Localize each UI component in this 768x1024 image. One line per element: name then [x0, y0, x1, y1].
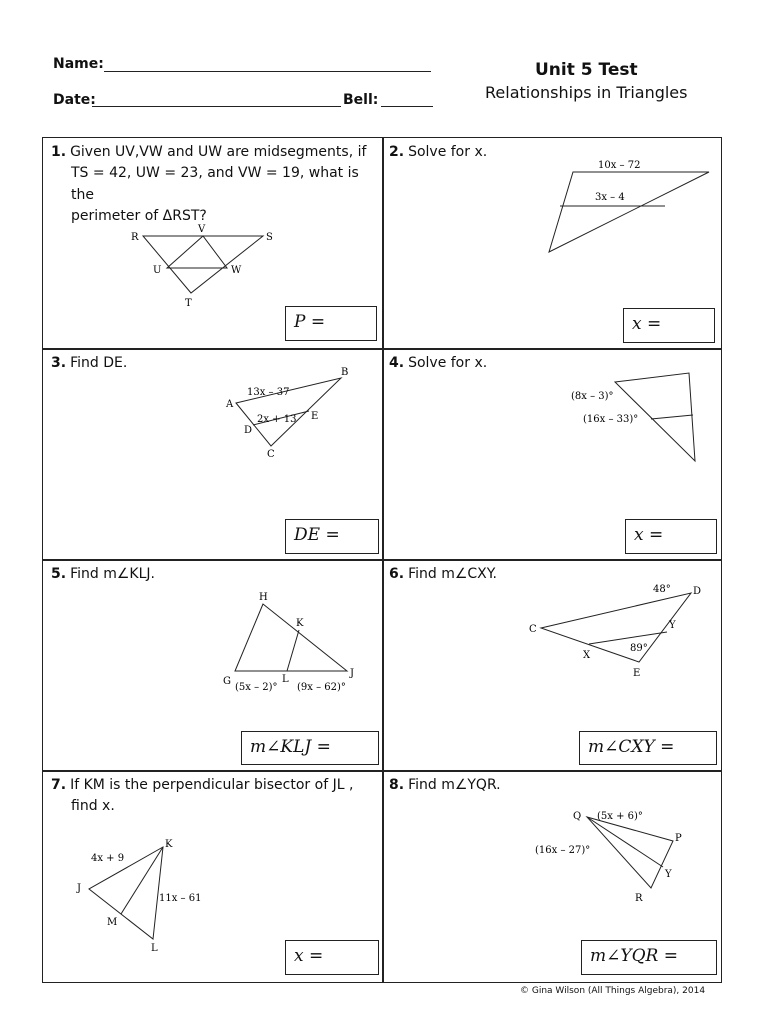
problem-1-line1: 1. Given UV,VW and UW are midsegments, if [51, 144, 367, 160]
f2-top: 10x – 72 [598, 160, 641, 171]
f3-ab: 13x – 37 [247, 387, 290, 398]
date-field[interactable] [92, 106, 341, 107]
answer-box-7[interactable]: x = [285, 940, 379, 975]
f5-H: H [259, 592, 268, 603]
f8-Y: Y [665, 869, 672, 880]
copyright-footer: © Gina Wilson (All Things Algebra), 2014 [520, 986, 706, 996]
f7-J: J [77, 883, 82, 894]
f7-M: M [107, 917, 118, 928]
f6-Y: Y [669, 620, 676, 631]
f5-a1: (5x – 2)° [235, 682, 278, 693]
f3-B: B [341, 367, 349, 378]
problem-5-text: 5. Find m∠KLJ. [51, 566, 155, 582]
problem-1 [43, 138, 383, 349]
problem-grid [42, 137, 722, 983]
answer-box-6[interactable]: m∠CXY = [579, 731, 717, 765]
bell-label: Bell: [343, 92, 379, 108]
f5-G: G [223, 676, 231, 687]
f8-R: R [635, 893, 643, 904]
f5-J: J [350, 668, 355, 679]
f1-S: S [266, 232, 273, 243]
f6-D: D [693, 586, 702, 597]
f3-E: E [311, 411, 319, 422]
problem-1-number: 1. [51, 144, 67, 160]
f8-Q: Q [573, 811, 582, 822]
f5-a2: (9x – 62)° [297, 682, 346, 693]
problem-5 [43, 560, 383, 771]
problem-8 [383, 771, 723, 982]
f4-a1: (8x – 3)° [571, 391, 614, 402]
problem-1-line2: TS = 42, UW = 23, and VW = 19, what is the [71, 165, 359, 203]
answer-box-5[interactable]: m∠KLJ = [241, 731, 379, 765]
f1-T: T [185, 298, 192, 309]
f7-s1: 4x + 9 [91, 853, 125, 864]
problem-4-text: 4. Solve for x. [389, 355, 488, 371]
answer-box-3[interactable]: DE = [285, 519, 379, 554]
f6-C: C [529, 624, 537, 635]
problem-3-text: 3. Find DE. [51, 355, 128, 371]
problem-7-line2: find x. [71, 798, 115, 814]
page-title: Unit 5 Test [535, 60, 638, 80]
answer-box-2[interactable]: x = [623, 308, 715, 343]
problem-1-line3: perimeter of ΔRST? [71, 208, 207, 224]
f6-a1: 48° [653, 584, 671, 595]
page-subtitle: Relationships in Triangles [485, 83, 688, 102]
problem-6 [383, 560, 723, 771]
f2-mid: 3x – 4 [595, 192, 625, 203]
f3-C: C [267, 449, 275, 460]
f3-de: 2x + 13 [257, 414, 297, 425]
problem-2 [383, 138, 723, 349]
problem-2-text: 2. Solve for x. [389, 144, 488, 160]
f1-U: U [153, 265, 162, 276]
f6-E: E [633, 668, 641, 679]
problem-7 [43, 771, 383, 982]
answer-box-8[interactable]: m∠YQR = [581, 940, 717, 975]
date-label: Date: [53, 92, 96, 108]
f1-R: R [131, 232, 139, 243]
f3-A: A [226, 399, 234, 410]
problem-8-text: 8. Find m∠YQR. [389, 777, 501, 793]
f5-L: L [282, 674, 289, 685]
problem-7-line1: 7. If KM is the perpendicular bisector of JL , [51, 777, 354, 793]
f5-K: K [296, 618, 304, 629]
answer-box-1[interactable]: P = [285, 306, 377, 341]
f8-a1: (5x + 6)° [597, 811, 643, 822]
problem-6-text: 6. Find m∠CXY. [389, 566, 497, 582]
f3-D: D [244, 425, 253, 436]
answer-box-4[interactable]: x = [625, 519, 717, 554]
problem-4 [383, 349, 723, 560]
f1-W: W [231, 265, 242, 276]
f8-P: P [675, 833, 682, 844]
bell-field[interactable] [381, 106, 433, 107]
f7-L: L [151, 943, 158, 954]
f4-a2: (16x – 33)° [583, 414, 639, 425]
f1-V: V [198, 224, 206, 235]
name-label: Name: [53, 56, 104, 72]
problem-3 [43, 349, 383, 560]
f6-a2: 89° [630, 643, 648, 654]
f6-X: X [583, 650, 591, 661]
name-field[interactable] [104, 71, 431, 72]
f8-a2: (16x – 27)° [535, 845, 591, 856]
f7-K: K [165, 839, 173, 850]
f7-s2: 11x – 61 [159, 893, 202, 904]
